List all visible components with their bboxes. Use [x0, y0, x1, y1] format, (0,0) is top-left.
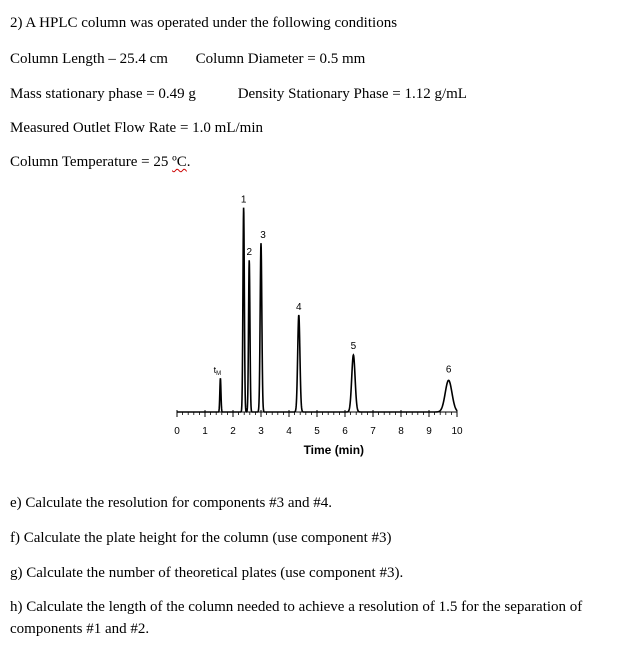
- column-diameter: Column Diameter = 0.5 mm: [195, 51, 366, 67]
- temperature-unit: ºC: [172, 154, 187, 170]
- x-tick-label: 1: [202, 426, 208, 437]
- signal-trace: [177, 208, 457, 412]
- x-tick-label: 9: [426, 426, 432, 437]
- peak-label-5: 5: [350, 341, 357, 353]
- peak-label-3: 3: [260, 230, 266, 242]
- peak-label-2: 2: [246, 247, 253, 259]
- question-g: g) Calculate the number of theoretical plates (use component #3).: [10, 565, 404, 581]
- question-h: h) Calculate the length of the column needed to achieve a resolution of 1.5 for the separation of components #1 and #2.: [10, 599, 583, 637]
- question-e: e) Calculate the resolution for components #3 and #4.: [10, 495, 332, 511]
- column-temperature: [10, 153, 191, 171]
- question-f: f) Calculate the plate height for the column (use component #3): [10, 530, 392, 546]
- mass-stationary: Mass stationary phase = 0.49 g: [10, 86, 196, 102]
- density-stationary: Density Stationary Phase = 1.12 g/mL: [237, 86, 467, 102]
- x-tick-label: 0: [174, 426, 180, 437]
- x-tick-label: 6: [342, 426, 348, 437]
- column-length: Column Length – 25.4 cm: [10, 51, 168, 67]
- peak-label-1: 1: [240, 194, 247, 206]
- temperature-prefix: Column Temperature = 25: [10, 154, 173, 170]
- temperature-suffix: .: [186, 154, 191, 170]
- chromatogram: [165, 185, 475, 470]
- x-tick-label: 4: [286, 426, 292, 437]
- x-tick-label: 5: [314, 426, 320, 437]
- x-axis-title: Time (min): [303, 443, 365, 457]
- x-tick-label: 3: [258, 426, 264, 437]
- peak-label-6: 6: [445, 364, 452, 376]
- condition-row-1: [10, 50, 365, 68]
- condition-row-2: [10, 85, 467, 103]
- problem-heading: 2) A HPLC column was operated under the following conditions: [10, 15, 398, 31]
- peak-label-tm: $t_M$: [213, 365, 222, 378]
- flow-rate: Measured Outlet Flow Rate = 1.0 mL/min: [10, 120, 264, 136]
- x-tick-label: 10: [451, 426, 463, 437]
- x-tick-label: 2: [230, 426, 236, 437]
- peak-label-4: 4: [296, 301, 302, 313]
- x-tick-label: 7: [370, 426, 376, 437]
- x-tick-label: 8: [398, 426, 404, 437]
- chromatogram-svg: [165, 185, 475, 470]
